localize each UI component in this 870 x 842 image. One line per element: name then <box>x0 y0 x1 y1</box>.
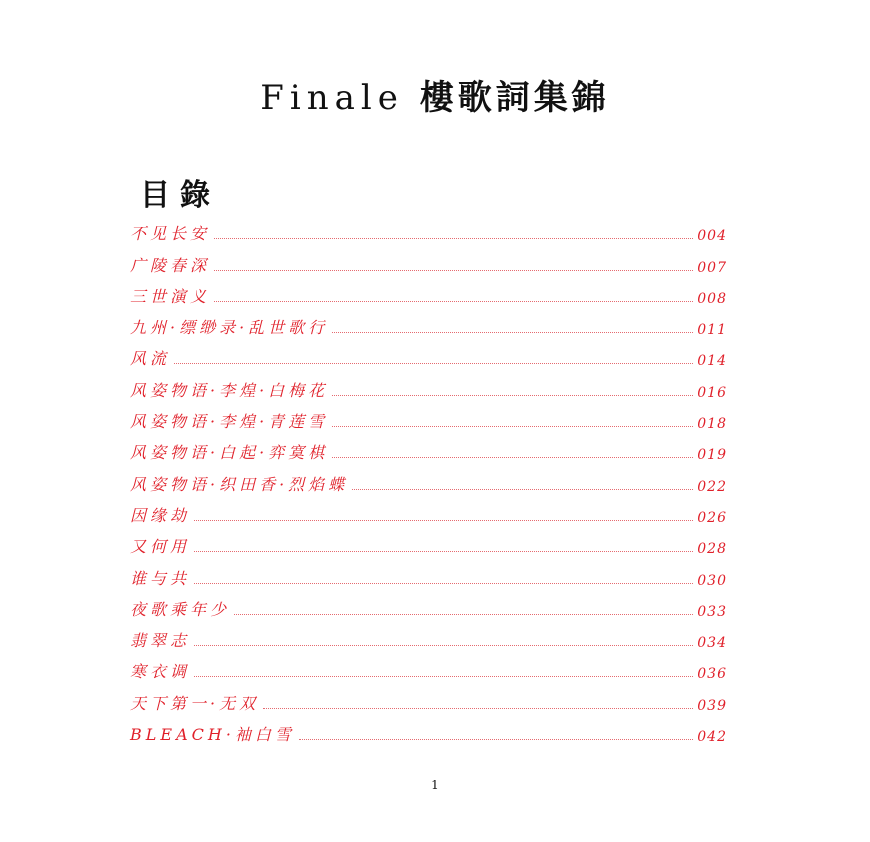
page-number: 1 <box>431 778 439 792</box>
toc-entry[interactable] <box>130 714 727 745</box>
page-title <box>0 70 870 119</box>
toc-entry-title: 九州·缥缈录·乱世歌行 <box>130 318 329 338</box>
toc-entry[interactable] <box>130 369 727 400</box>
toc-entry-page: 016 <box>697 384 727 401</box>
toc-leader-dots <box>194 519 693 521</box>
toc-entry[interactable] <box>130 307 727 338</box>
toc-entry-page: 014 <box>697 353 727 370</box>
toc-leader-dots <box>194 550 693 552</box>
toc-entry[interactable] <box>130 213 727 244</box>
toc-entry[interactable] <box>130 432 727 463</box>
toc-entry-title: 因缘劫 <box>130 505 191 525</box>
toc-entry-page: 039 <box>697 697 727 714</box>
toc-entry-title: 三世演义 <box>130 286 211 306</box>
toc-entry-page: 026 <box>697 509 727 526</box>
toc-entry-title: 广陵春深 <box>130 255 211 275</box>
toc-entry-page: 022 <box>697 478 727 495</box>
toc-entry-title: 寒衣调 <box>130 662 191 682</box>
toc-leader-dots <box>332 425 693 427</box>
toc-entry-title: 风姿物语·织田香·烈焰蝶 <box>130 474 349 494</box>
toc-leader-dots <box>299 738 693 740</box>
toc-entry-page: 028 <box>697 541 727 558</box>
toc-leader-dots <box>352 488 693 490</box>
toc-leader-dots <box>194 675 693 677</box>
toc-entry-page: 018 <box>697 416 727 433</box>
toc-entry-page: 007 <box>697 259 727 276</box>
toc-entry[interactable] <box>130 557 727 588</box>
toc-entry-title: 天下第一·无双 <box>130 693 260 713</box>
toc-entry-page: 011 <box>697 322 727 339</box>
toc-leader-dots <box>234 613 693 615</box>
toc-leader-dots <box>214 300 693 302</box>
toc-entry-page: 042 <box>697 729 727 746</box>
toc-entry-page: 030 <box>697 572 727 589</box>
toc-leader-dots <box>214 237 693 239</box>
toc-entry-title: 夜歌乘年少 <box>130 599 231 619</box>
toc-entry[interactable] <box>130 463 727 494</box>
toc-entry-title: 风姿物语·李煌·青莲雪 <box>130 412 329 432</box>
toc-entry-title: 风姿物语·李煌·白梅花 <box>130 380 329 400</box>
toc-entry[interactable] <box>130 526 727 557</box>
toc-entry-page: 019 <box>697 447 727 464</box>
toc-entry[interactable] <box>130 401 727 432</box>
toc-entry[interactable] <box>130 589 727 620</box>
toc-leader-dots <box>332 331 693 333</box>
toc-entry-title: 又何用 <box>130 537 191 557</box>
toc-entry[interactable] <box>130 620 727 651</box>
toc-entry[interactable] <box>130 338 727 369</box>
toc-entry-page: 034 <box>697 635 727 652</box>
toc-entry[interactable] <box>130 276 727 307</box>
toc-leader-dots <box>194 644 693 646</box>
table-of-contents <box>130 213 727 745</box>
toc-entry-title: BLEACH·袖白雪 <box>130 725 295 745</box>
toc-entry-page: 004 <box>697 228 727 245</box>
toc-leader-dots <box>332 394 693 396</box>
toc-heading: 目錄 <box>140 178 220 213</box>
toc-entry-title: 谁与共 <box>130 568 191 588</box>
toc-leader-dots <box>174 362 693 364</box>
toc-entry[interactable] <box>130 244 727 275</box>
toc-leader-dots <box>263 707 693 709</box>
page-title-cjk: 樓歌詞集錦 <box>419 78 610 118</box>
toc-leader-dots <box>332 456 693 458</box>
toc-entry[interactable] <box>130 651 727 682</box>
toc-entry-title: 翡翠志 <box>130 631 191 651</box>
page-title-latin: Finale <box>260 78 404 118</box>
toc-entry-title: 风流 <box>130 349 171 369</box>
toc-entry-title: 风姿物语·白起·弈寞棋 <box>130 443 329 463</box>
toc-entry-title: 不见长安 <box>130 224 211 244</box>
toc-entry[interactable] <box>130 495 727 526</box>
toc-entry-page: 036 <box>697 666 727 683</box>
toc-leader-dots <box>194 582 693 584</box>
toc-entry-page: 008 <box>697 290 727 307</box>
toc-leader-dots <box>214 269 693 271</box>
toc-entry-page: 033 <box>697 603 727 620</box>
toc-entry[interactable] <box>130 682 727 713</box>
